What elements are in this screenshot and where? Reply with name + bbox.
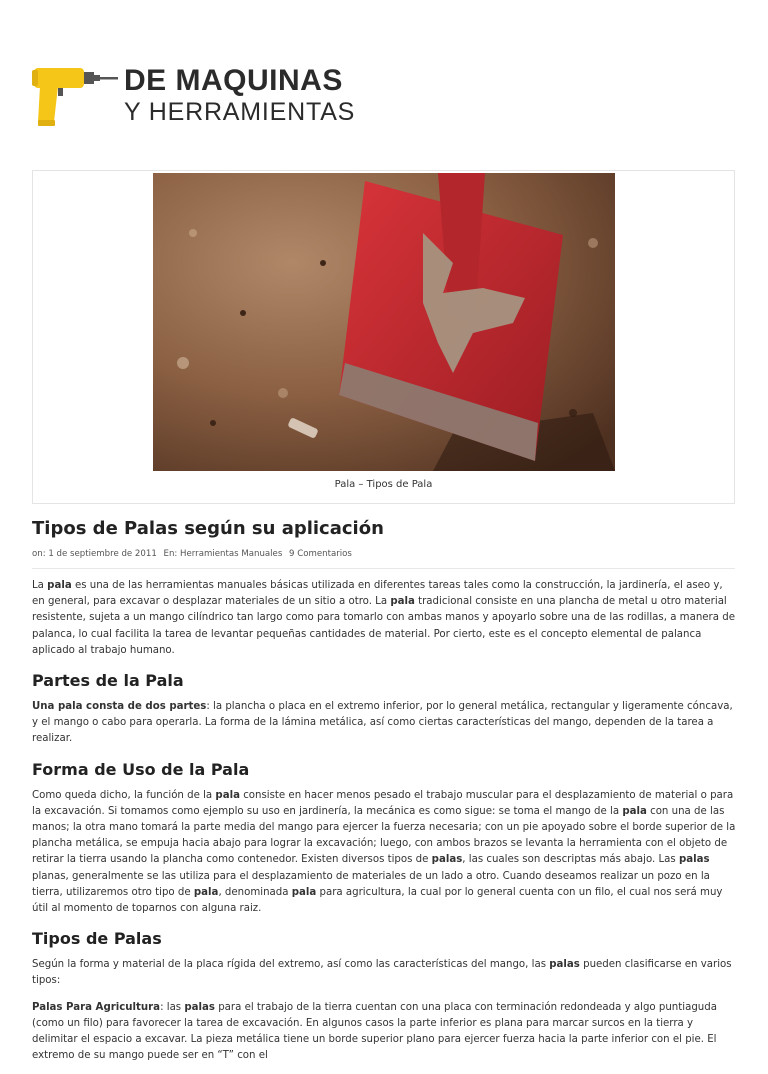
featured-figure: [32, 170, 735, 504]
article-body: [32, 578, 738, 1074]
logo-title: DE MAQUINAS: [124, 64, 343, 97]
site-logo[interactable]: [32, 64, 356, 130]
heading-tipos: Tipos de Palas: [32, 929, 162, 949]
drill-icon: [32, 64, 122, 130]
post-date: on: 1 de septiembre de 2011: [32, 549, 157, 559]
agricultura-paragraph: Palas Para Agricultura: las palas para el trabajo de la tierra cuentan con una placa con terminación redondeada y algo puntiaguda (como un filo) para favorecer la tarea de excavación. En algunos casos la parte inferior es plana para marcar surcos en la tierra y delimitar el espacio a excavar. La pieza metálica tiene un borde superior plano para ejercer fuerza hacia la parte inferior con el pie. El extremo de su mango puede ser en “T” con el: [32, 1001, 717, 1062]
forma-uso-paragraph: Como queda dicho, la función de la pala consiste en hacer menos pesado el trabajo muscular para el desplazamiento de material o para la excavación. Si tomamos como ejemplo su uso en jardinería, la mecánica es como sigue: se toma el mango de la pala con una de las manos; la otra mano tomará la parte media del mango para ejercer la fuerza necesaria; con un pie apoyado sobre el borde superior de la plancha metálica, se empuja hacia abajo para lograr la excavación; luego, con ambos brazos se levanta la herramienta con el objeto de retirar la tierra usando la plancha como contenedor. Existen diversos tipos de palas, las cuales son descriptas más abajo. Las palas planas, generalmente se las utiliza para el desplazamiento de materiales de un lado a otro. Cuando deseamos realizar un pozo en la tierra, utilizaremos otro tipo de pala, denominada pala para agricultura, la cual por lo general cuenta con un filo, el cual nos será muy útil al momento de toparnos con alguna raiz.: [32, 789, 736, 915]
shovel-photo[interactable]: [153, 173, 615, 471]
image-caption: Pala – Tipos de Pala: [334, 479, 433, 490]
post-title: Tipos de Palas según su aplicación: [32, 518, 384, 539]
heading-partes: Partes de la Pala: [32, 671, 184, 691]
logo-subtitle: Y HERRAMIENTAS: [124, 98, 356, 126]
intro-paragraph: La pala es una de las herramientas manuales básicas utilizada en diferentes tareas tales como la construcción, la jardinería, el aseo y, en general, para excavar o desplazar materiales de un sitio a otro. La pala tradicional consiste en una plancha de metal u otro material resistente, sujeta a un mango cilíndrico tan largo como para tomarlo con ambas manos y apoyarlo sobre una de las rodillas, a manera de palanca, lo cual facilita la tarea de levantar pequeñas cantidades de material. Por cierto, este es el concepto elemental de palanca aplicado al trabajo humano.: [32, 580, 735, 656]
post-comments-link[interactable]: 9 Comentarios: [289, 549, 352, 559]
heading-forma-uso: Forma de Uso de la Pala: [32, 759, 250, 779]
post-meta: [32, 549, 356, 559]
divider: [32, 568, 735, 569]
post-category-link[interactable]: En: Herramientas Manuales: [163, 549, 283, 559]
tipos-paragraph: Según la forma y material de la placa rígida del extremo, así como las características del mango, las palas pueden clasificarse en varios tipos:: [32, 959, 732, 987]
partes-paragraph: Una pala consta de dos partes: la plancha o placa en el extremo inferior, por lo general metálica, rectangular y ligeramente cóncava, y el mango o cabo para operarla. La forma de la lámina metálica, así como ciertas características del mango, dependen de la tarea a realizar.: [32, 701, 733, 745]
